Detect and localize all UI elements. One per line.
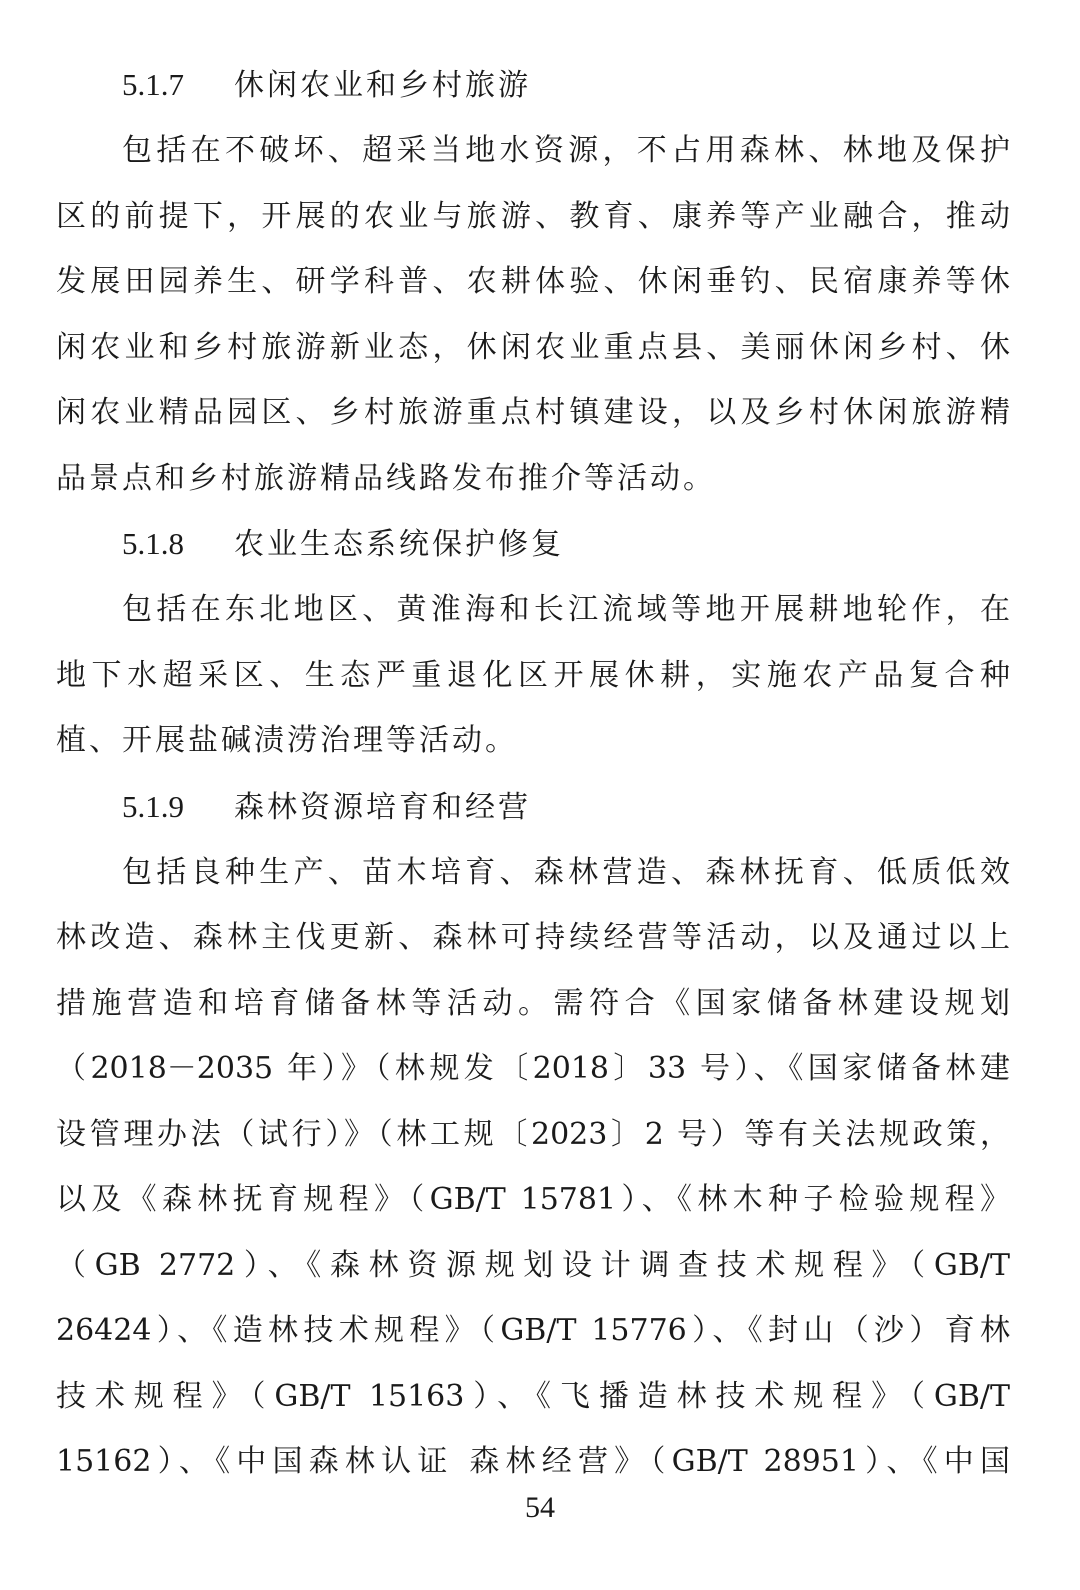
paragraph-line: 技术规程》（GB/T 15163）、《飞播造林技术规程》（GB/T	[56, 1378, 1010, 1414]
section-title: 农业生态系统保护修复	[234, 527, 564, 562]
section-number: 5.1.7	[122, 67, 184, 102]
paragraph-line: 以及《森林抚育规程》（GB/T 15781）、《林木种子检验规程》	[56, 1182, 1010, 1217]
paragraph-line: 品景点和乡村旅游精品线路发布推介等活动。	[56, 460, 716, 496]
paragraph-line: 26424）、《造林技术规程》（GB/T 15776）、《封山（沙）育林	[56, 1313, 1010, 1348]
section-paragraph-5-1-8	[56, 577, 1010, 774]
paragraph-line: 包括在不破坏、超采当地水资源，不占用森林、林地及保护	[122, 133, 1010, 168]
paragraph-line: 地下水超采区、生态严重退化区开展休耕，实施农产品复合种	[56, 657, 1010, 693]
section-number: 5.1.9	[122, 788, 184, 824]
paragraph-line: 15162）、《中国森林认证 森林经营》（GB/T 28951）、《中国	[56, 1444, 1010, 1479]
section-paragraph-5-1-7	[56, 118, 1010, 511]
paragraph-line: 设管理办法（试行）》（林工规〔2023〕2 号）等有关法规政策，	[56, 1116, 1010, 1152]
paragraph-line: 闲农业和乡村旅游新业态，休闲农业重点县、美丽休闲乡村、休	[56, 329, 1010, 365]
paragraph-line: 林改造、森林主伐更新、森林可持续经营等活动，以及通过以上	[56, 920, 1010, 955]
paragraph-line: 植、开展盐碱渍涝治理等活动。	[56, 723, 518, 758]
paragraph-line: 区的前提下，开展的农业与旅游、教育、康养等产业融合，推动	[56, 198, 1010, 234]
section-heading-5-1-8	[56, 511, 1010, 577]
section-title: 休闲农业和乡村旅游	[234, 68, 531, 103]
section-heading-5-1-9	[56, 774, 1010, 840]
section-title: 森林资源培育和经营	[234, 789, 531, 825]
paragraph-line: （2018－2035 年）》（林规发〔2018〕33 号）、《国家储备林建	[56, 1051, 1010, 1086]
page-content	[56, 52, 1010, 1495]
section-heading-5-1-7	[56, 52, 1010, 118]
section-paragraph-5-1-9	[56, 840, 1010, 1495]
paragraph-line: 包括良种生产、苗木培育、森林营造、森林抚育、低质低效	[122, 854, 1010, 890]
paragraph-line: 措施营造和培育储备林等活动。需符合《国家储备林建设规划	[56, 985, 1010, 1021]
paragraph-line: 闲农业精品园区、乡村旅游重点村镇建设，以及乡村休闲旅游精	[56, 395, 1010, 430]
paragraph-line: 包括在东北地区、黄淮海和长江流域等地开展耕地轮作，在	[122, 592, 1010, 627]
page-number: 54	[525, 1491, 555, 1524]
paragraph-line: （GB 2772）、《森林资源规划设计调查技术规程》（GB/T	[56, 1247, 1010, 1283]
paragraph-line: 发展田园养生、研学科普、农耕体验、休闲垂钓、民宿康养等休	[56, 264, 1010, 299]
section-number: 5.1.8	[122, 526, 184, 561]
